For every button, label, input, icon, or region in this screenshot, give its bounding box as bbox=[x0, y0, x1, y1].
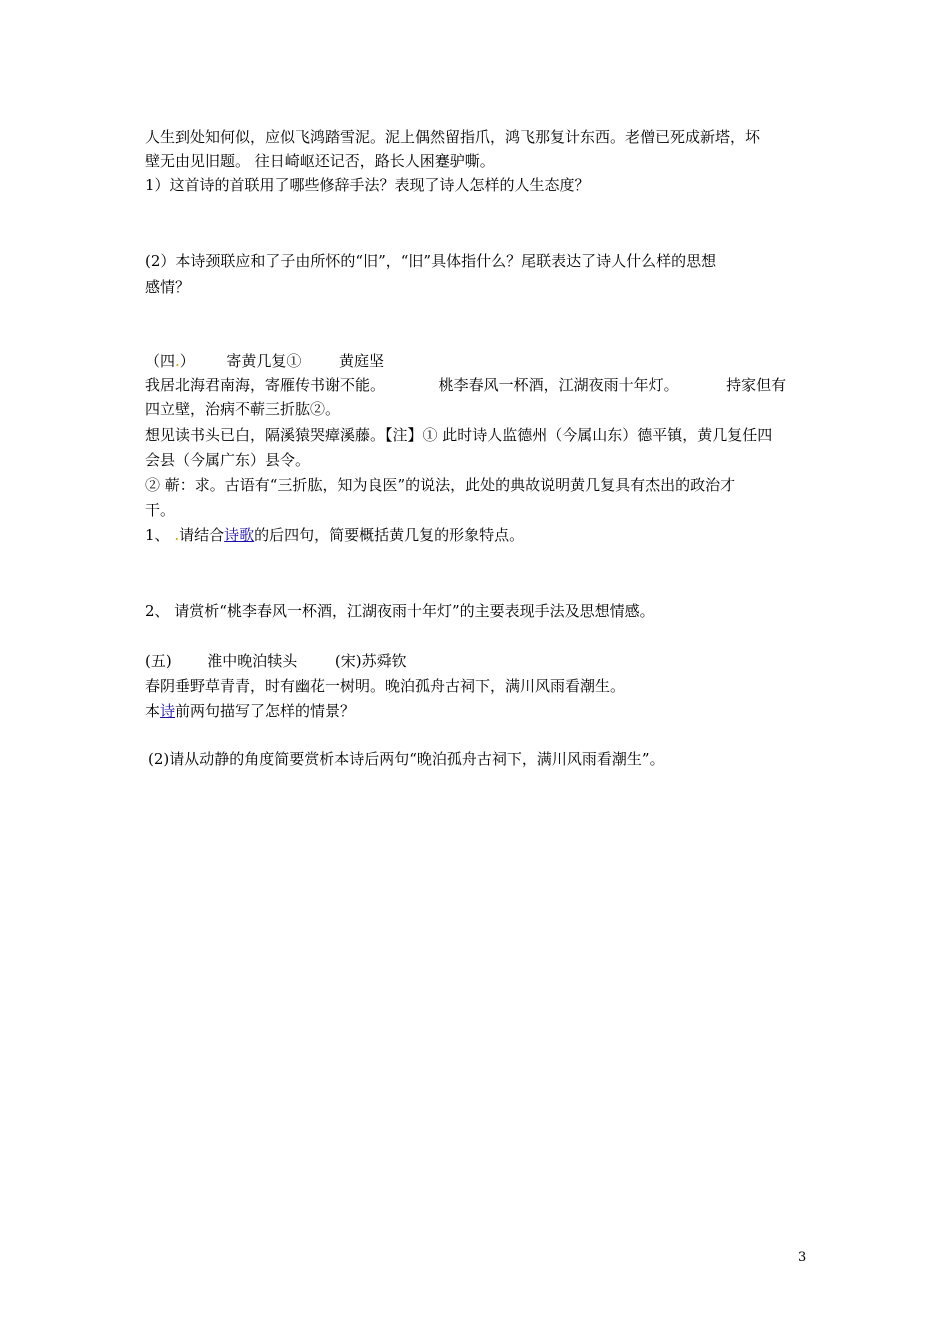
poem5-title: 淮中晚泊犊头 bbox=[207, 652, 298, 670]
poem4-note-2-line-2: 干。 bbox=[145, 501, 176, 519]
poem-link[interactable]: 诗歌 bbox=[224, 526, 255, 544]
poem5-question-1 bbox=[145, 700, 810, 722]
poem4-text-a: 我居北海君南海，寄雁传书谢不能。 bbox=[145, 376, 386, 394]
poem5-text: 春阴垂野草青青，时有幽花一树明。晚泊孤舟古祠下，满川风雨看潮生。 bbox=[145, 677, 626, 695]
poem4-heading-mark: . bbox=[175, 352, 180, 370]
poem4-heading bbox=[145, 350, 810, 372]
poem-link[interactable]: 诗 bbox=[160, 702, 176, 720]
poem3-question-2-line-2: 感情？ bbox=[145, 278, 191, 296]
poem4-note-2-line-1: ② 蕲：求。古语有“三折肱，知为良医”的说法，此处的典故说明黄几复具有杰出的政治才 bbox=[145, 476, 736, 494]
poem3-text-line-1: 人生到处知何似，应似飞鸿踏雪泥。泥上偶然留指爪，鸿飞那复计东西。老僧已死成新塔，坏 bbox=[145, 128, 761, 146]
poem4-question-1-pre: 请结合 bbox=[179, 526, 225, 544]
poem5-heading-number: (五) bbox=[145, 652, 172, 670]
poem4-question-1-number: 1、 bbox=[145, 526, 175, 544]
poem4-text-line-4: 会县（今属广东）县令。 bbox=[145, 451, 311, 469]
poem4-question-1-post: 的后四句，简要概括黄几复的形象特点。 bbox=[254, 526, 525, 544]
poem5-heading bbox=[145, 650, 810, 672]
poem4-heading-number-end: ） bbox=[179, 352, 195, 370]
poem5-question-1-post: 前两句描写了怎样的情景？ bbox=[175, 702, 356, 720]
page-number: 3 bbox=[798, 1250, 807, 1265]
poem5-author: (宋)苏舜钦 bbox=[334, 652, 407, 670]
poem4-text-line-1 bbox=[145, 374, 810, 396]
poem5-question-2: (2)请从动静的角度简要赏析本诗后两句“晚泊孤舟古祠下，满川风雨看潮生”。 bbox=[148, 750, 665, 768]
poem4-text-line-2: 四立壁，治病不蕲三折肱②。 bbox=[145, 400, 341, 418]
poem3-text-line-2: 壁无由见旧题。 往日崎岖还记否，路长人困蹇驴嘶。 bbox=[145, 152, 495, 170]
poem5-question-1-pre: 本 bbox=[145, 702, 161, 720]
poem4-question-2: 2、 请赏析“桃李春风一杯酒，江湖夜雨十年灯”的主要表现手法及思想情感。 bbox=[145, 602, 655, 620]
poem4-question-1-mark: . bbox=[174, 526, 180, 544]
poem4-heading-number: （四 bbox=[145, 352, 176, 370]
poem4-text-b: 桃李春风一杯酒，江湖夜雨十年灯。 bbox=[438, 376, 679, 394]
poem3-question-1: 1）这首诗的首联用了哪些修辞手法？表现了诗人怎样的人生态度？ bbox=[145, 176, 590, 194]
poem4-question-1 bbox=[145, 524, 810, 546]
poem4-author: 黄庭坚 bbox=[338, 352, 384, 370]
poem4-title: 寄黄几复① bbox=[226, 352, 302, 370]
poem4-text-line-3: 想见读书头已白，隔溪猿哭瘴溪藤。【注】① 此时诗人监德州（今属山东）德平镇，黄几复任四 bbox=[145, 426, 773, 444]
poem3-question-2-line-1: (2）本诗颈联应和了子由所怀的“旧”，“旧”具体指什么？尾联表达了诗人什么样的思想 bbox=[145, 252, 717, 270]
poem4-text-c: 持家但有 bbox=[726, 376, 787, 394]
